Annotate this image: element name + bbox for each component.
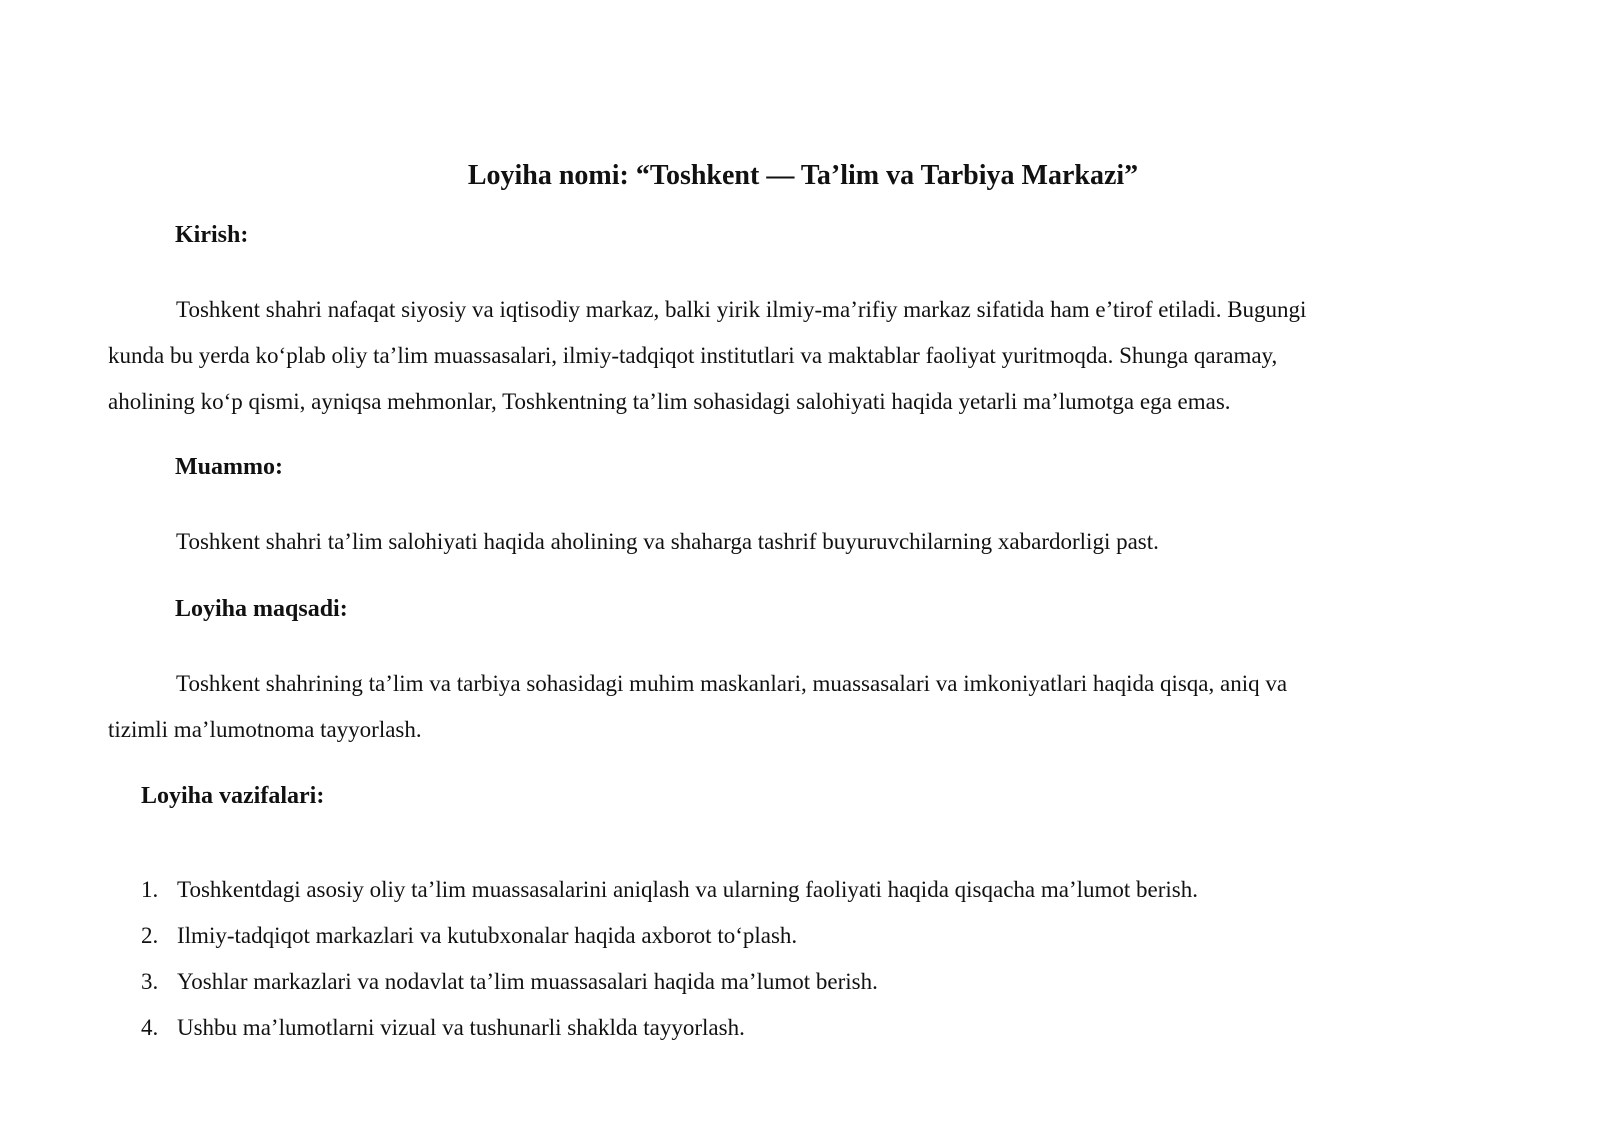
list-item [141,913,1198,959]
problem-paragraph [108,519,1500,565]
list-item-text: Toshkentdagi asosiy oliy ta’lim muassasalarini aniqlash va ularning faoliyati haqida qisqacha ma’lumot berish. [177,877,1199,902]
intro-heading: Kirish: [175,222,249,248]
goal-line: Toshkent shahrining ta’lim va tarbiya sohasidagi muhim maskanlari, muassasalari va imkoniyatlari haqida qisqa, aniq va [176,671,1288,696]
list-item-number: 3. [141,969,159,994]
list-item [141,867,1198,913]
list-item-number: 4. [141,1015,159,1040]
list-item-number: 2. [141,923,159,948]
intro-line: aholining ko‘p qismi, ayniqsa mehmonlar, Toshkentning ta’lim sohasidagi salohiyati haqida yetarli ma’lumotga ega emas. [108,389,1231,414]
list-item-text: Ushbu ma’lumotlarni vizual va tushunarli shaklda tayyorlash. [177,1015,745,1040]
list-item-text: Ilmiy-tadqiqot markazlari va kutubxonalar haqida axborot to‘plash. [177,923,798,948]
problem-heading: Muammo: [175,454,283,480]
list-item [141,959,1198,1005]
list-item [141,1005,1198,1051]
tasks-list [141,867,1198,1051]
intro-line: kunda bu yerda ko‘plab oliy ta’lim muassasalari, ilmiy-tadqiqot institutlari va maktablar faoliyat yuritmoqda. Shunga qaramay, [108,343,1278,368]
document-title: Loyiha nomi: “Toshkent — Ta’lim va Tarbiya Markazi” [467,160,1139,191]
problem-line: Toshkent shahri ta’lim salohiyati haqida aholining va shaharga tashrif buyuruvchilarning xabardorligi past. [176,529,1159,554]
goal-line: tizimli ma’lumotnoma tayyorlash. [108,717,422,742]
list-item-text: Yoshlar markazlari va nodavlat ta’lim muassasalari haqida ma’lumot berish. [177,969,878,994]
intro-paragraph [108,287,1500,425]
list-item-number: 1. [141,877,159,902]
goal-paragraph [108,661,1500,753]
intro-line: Toshkent shahri nafaqat siyosiy va iqtisodiy markaz, balki yirik ilmiy-ma’rifiy markaz sifatida ham e’tirof etiladi. Bugungi [176,297,1307,322]
goal-heading: Loyiha maqsadi: [175,596,348,622]
tasks-heading: Loyiha vazifalari: [141,783,325,809]
